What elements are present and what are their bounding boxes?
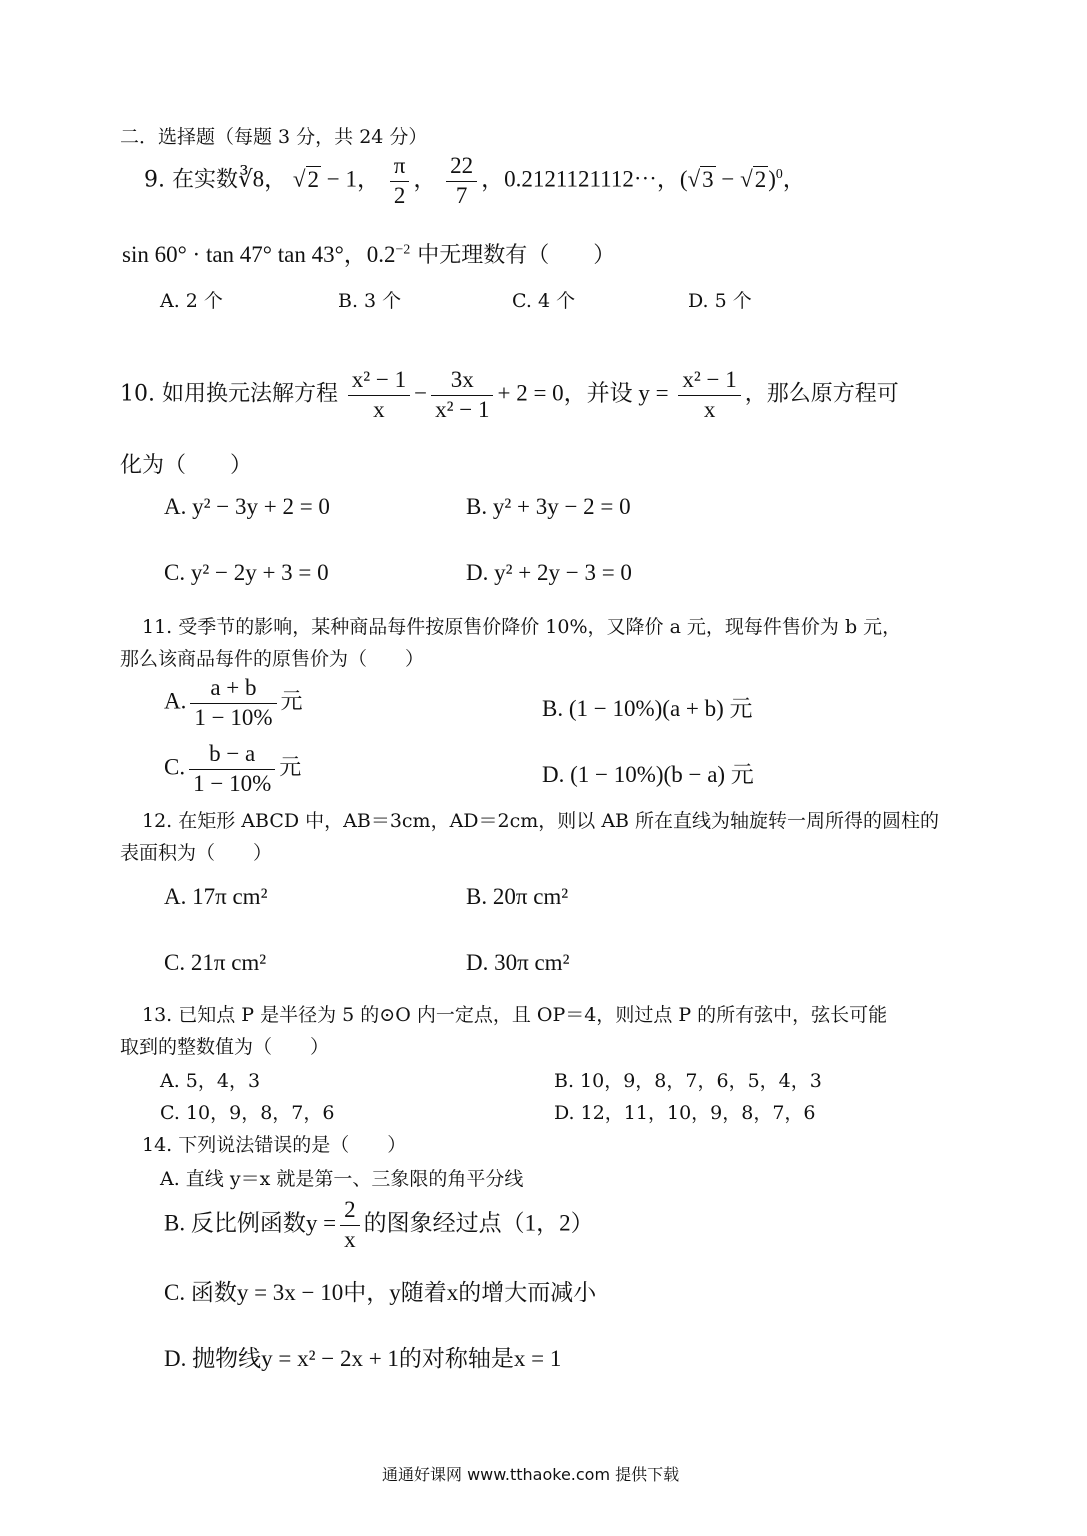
q12-option-a: A. 17π cm²: [164, 884, 268, 909]
q11-option-a-fraction: $\frac{a + b}{1 - 10\%}$: [190, 674, 276, 733]
q12-option-b: B. 20π cm²: [466, 884, 569, 909]
q11-option-a: A. $\frac{a + b}{1 - 10\%}$ 元: [164, 674, 303, 733]
q9-term-sqrt2: 2: [307, 166, 320, 192]
q10-fraction-2: $\frac{3x}{\text{x² − 1}}$: [431, 366, 493, 425]
q10-tail-2: ，那么原方程可: [744, 381, 899, 407]
q9-fraction-pi: $\frac{\pi}{2}$: [390, 152, 410, 211]
q14-option-d: D. 抛物线y = x² − 2x + 1的对称轴是x = 1: [164, 1346, 562, 1371]
q9-minus: −: [715, 166, 741, 192]
q10-tail-1: + 2 = 0，并设 y =: [497, 380, 669, 406]
q10-option-b: B. y² + 3y − 2 = 0: [466, 494, 631, 519]
q9-sqrt-symbol: √: [292, 166, 306, 192]
question-10-line-1: [120, 366, 899, 425]
q9-comma: ，: [782, 166, 806, 192]
q9-option-b: B. 3 个: [338, 290, 402, 312]
q10-option-a: A. y² − 3y + 2 = 0: [164, 494, 330, 519]
q10-option-d: D. y² + 2y − 3 = 0: [466, 560, 632, 585]
q9-term-sqrt2-tail: − 1，: [321, 166, 380, 192]
question-9-line-1: 9. 在实数∛8， √2 − 1， $\frac{\pi}{2}$ ， $\frac{22}{7}$ ，0.2121121112⋯，$(√3 - √2)^0$，: [144, 152, 806, 211]
q9-option-a: A. 2 个: [160, 290, 223, 312]
q9-exponent-zero: 0: [775, 165, 783, 181]
q9-exponent-neg2: −2: [395, 241, 411, 257]
q9-option-c: C. 4 个: [512, 290, 576, 312]
question-10-line-2: 化为（ ）: [120, 453, 253, 478]
q10-fraction-1: $\frac{\text{x² − 1}}{x}$: [348, 366, 410, 425]
q14-option-b: B. 反比例函数y = $\frac{2}{x}$ 的图象经过点（1，2）: [164, 1196, 594, 1255]
question-11-line-2: 那么该商品每件的原售价为（ ）: [120, 648, 425, 670]
q11-option-d: D. (1 − 10%)(b − a) 元: [542, 762, 754, 787]
q14-option-a: A. 直线 y＝x 就是第一、三象限的角平分线: [160, 1168, 524, 1190]
q9-decimal: ，0.2121121112⋯，(: [481, 166, 688, 192]
question-14-line-1: 14. 下列说法错误的是（ ）: [142, 1134, 407, 1156]
question-11-line-1: 11. 受季节的影响，某种商品每件按原售价降价 10%，又降价 a 元，现每件售价为 b 元，: [142, 616, 902, 638]
question-13-line-2: 取到的整数值为（ ）: [120, 1036, 330, 1058]
q12-option-d: D. 30π cm²: [466, 950, 570, 975]
q9-prefix: 9. 在实数: [144, 167, 238, 193]
q13-option-c: C. 10，9，8，7，6: [160, 1102, 335, 1124]
question-12-line-1: 12. 在矩形 ABCD 中，AB＝3cm，AD＝2cm，则以 AB 所在直线为轴旋转一周所得的圆柱的: [142, 810, 940, 832]
question-9-line-2: [122, 236, 615, 269]
q10-fraction-3: $\frac{\text{x² − 1}}{x}$: [678, 366, 740, 425]
q11-option-c: C. $\frac{b - a}{1 - 10\%}$ 元: [164, 740, 301, 799]
q14-option-b-fraction: $\frac{2}{x}$: [340, 1196, 360, 1255]
q10-minus: −: [414, 380, 428, 406]
q11-option-c-fraction: $\frac{b - a}{1 - 10\%}$: [189, 740, 275, 799]
q13-option-b: B. 10，9，8，7，6，5，4，3: [554, 1070, 822, 1092]
q9-sqrt2b: 2: [754, 166, 767, 192]
q9-sqrt3: 3: [702, 166, 714, 192]
question-13-line-1: 13. 已知点 P 是半径为 5 的⊙O 内一定点，且 OP＝4，则过点 P 的所有弦中，弦长可能: [142, 1004, 888, 1026]
q9-option-d: D. 5 个: [688, 290, 752, 312]
q9-paren-close: ): [768, 166, 776, 192]
q11-option-b: B. (1 − 10%)(a + b) 元: [542, 696, 753, 721]
q9-term-cuberoot: ∛8，: [237, 166, 288, 192]
q9-sqrt2b-symbol: √: [740, 166, 753, 192]
section-title: 二．选择题（每题 3 分，共 24 分）: [120, 126, 428, 148]
q13-option-d: D. 12，11，10，9，8，7，6: [554, 1102, 816, 1124]
q12-option-c: C. 21π cm²: [164, 950, 267, 975]
q9-fraction-22-7: $\frac{22}{7}$: [446, 152, 477, 211]
q10-option-c: C. y² − 2y + 3 = 0: [164, 560, 329, 585]
q13-option-a: A. 5，4，3: [160, 1070, 261, 1092]
question-12-line-2: 表面积为（ ）: [120, 842, 273, 864]
q10-prefix: 10. 如用换元法解方程: [120, 381, 338, 407]
footer-source: 通通好课网 www.tthaoke.com 提供下载: [382, 1465, 680, 1484]
q9-line2-tail: 中无理数有（ ）: [410, 243, 616, 268]
q14-option-c: C. 函数y = 3x − 10中，y随着x的增大而减小: [164, 1280, 597, 1305]
q9-trig-terms: sin 60° · tan 47° tan 43°，0.2: [122, 242, 396, 267]
q9-sqrt3-symbol: √: [687, 166, 701, 192]
